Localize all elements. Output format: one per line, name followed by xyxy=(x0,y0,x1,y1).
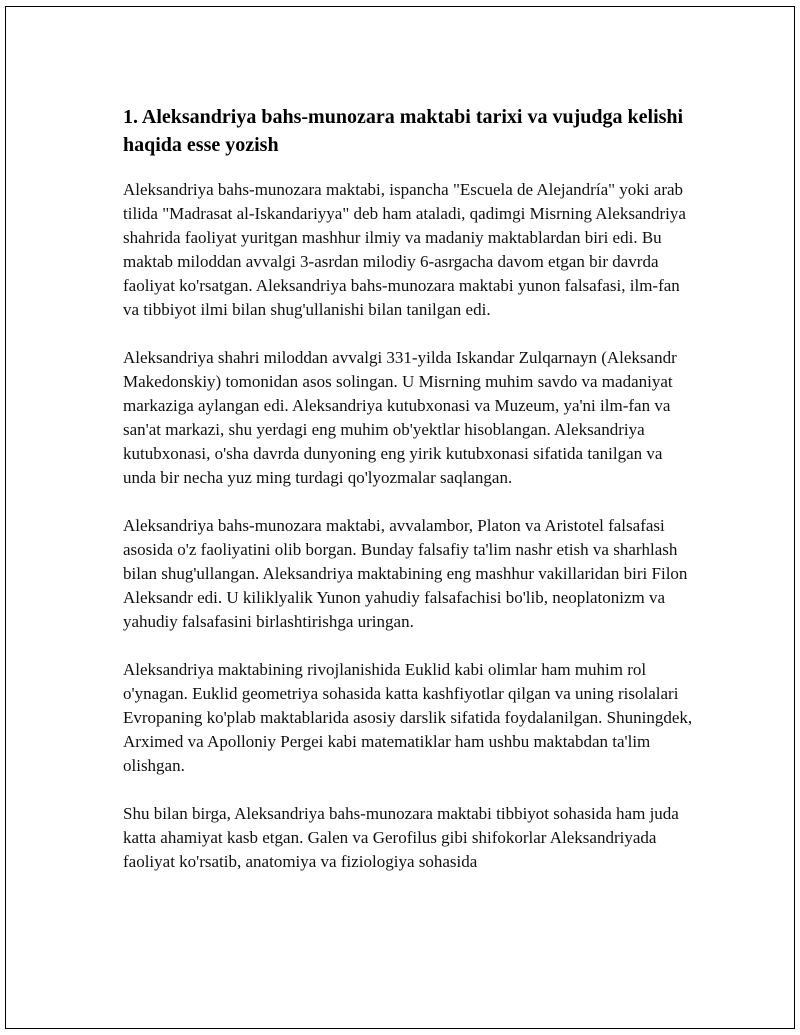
page-frame xyxy=(5,6,795,1029)
paragraph-3: Aleksandriya bahs-munozara maktabi, avvalambor, Platon va Aristotel falsafasi asosida o'z faoliyatini olib borgan. Bunday falsafiy ta'lim nashr etish va sharhlash bilan shug'ullangan. Aleksandriya maktabining eng mashhur vakillaridan biri Filon Aleksandr edi. U kiliklyalik Yunon yahudiy falsafachisi bo'lib, neoplatonizm va yahudiy falsafasini birlashtirishga uringan. xyxy=(123,516,688,631)
paragraph-5: Shu bilan birga, Aleksandriya bahs-munozara maktabi tibbiyot sohasida ham juda katta ahamiyat kasb etgan. Galen va Gerofilus gibi shifokorlar Aleksandriyada faoliyat ko'rsatib, anatomiya va fiziologiya sohasida xyxy=(123,804,679,871)
paragraph-2: Aleksandriya shahri miloddan avvalgi 331-yilda Iskandar Zulqarnayn (Aleksandr Makedonskiy) tomonidan asos solingan. U Misrning muhim savdo va madaniyat markaziga aylangan edi. Aleksandriya kutubxonasi va Muzeum, ya'ni ilm-fan va san'at markazi, shu yerdagi eng muhim ob'yektlar hisoblangan. Aleksandriya kutubxonasi, o'sha davrda dunyoning eng yirik kutubxonasi sifatida tanilgan va unda bir necha yuz ming turdagi qo'lyozmalar saqlangan. xyxy=(123,348,677,487)
paragraph-4: Aleksandriya maktabining rivojlanishida Euklid kabi olimlar ham muhim rol o'ynagan. Euklid geometriya sohasida katta kashfiyotlar qilgan va uning risolalari Evropaning ko'plab maktablarida asosiy darslik sifatida foydalanilgan. Shuningdek, Arximed va Apolloniy Pergei kabi matematiklar ham ushbu maktabdan ta'lim olishgan. xyxy=(123,660,693,775)
paragraph-1: Aleksandriya bahs-munozara maktabi, ispancha "Escuela de Alejandría" yoki arab tilida "Madrasat al-Iskandariyya" deb ham ataladi, qadimgi Misrning Aleksandriya shahrida faoliyat yuritgan mashhur ilmiy va madaniy maktablardan biri edi. Bu maktab miloddan avvalgi 3-asrdan milodiy 6-asrgacha davom etgan bir davrda faoliyat ko'rsatgan. Aleksandriya bahs-munozara maktabi yunon falsafasi, ilm-fan va tibbiyot ilmi bilan shug'ullanishi bilan tanilgan edi. xyxy=(123,180,686,319)
document-title: 1. Aleksandriya bahs-munozara maktabi tarixi va vujudga kelishi haqida esse yozish xyxy=(123,106,684,156)
document-body xyxy=(123,103,693,898)
